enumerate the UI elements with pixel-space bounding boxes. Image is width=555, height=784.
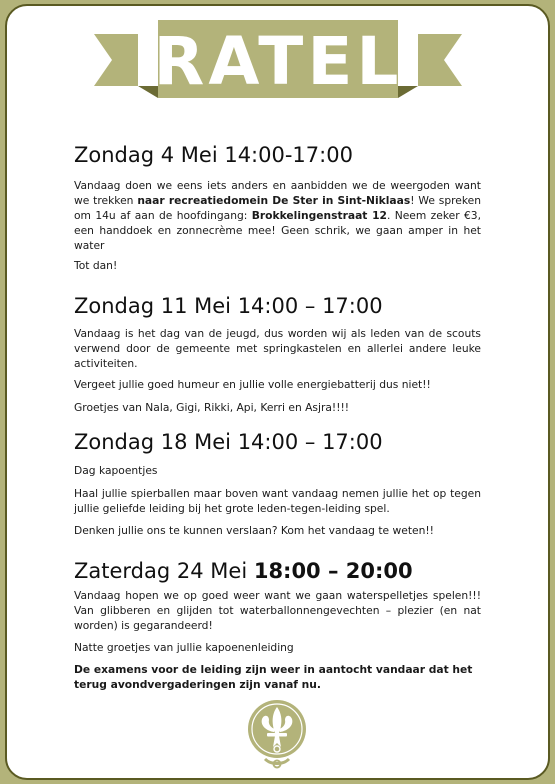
event-4-greeting: Natte groetjes van jullie kapoenenleiding xyxy=(74,641,294,654)
event-2-text: Vandaag is het dag van de jeugd, dus worden wij als leden van de scouts verwend door de gemeente met springkastelen en allerlei andere leuke activiteiten. xyxy=(74,327,481,370)
event-2-greeting: Groetjes van Nala, Gigi, Rikki, Api, Kerri en Asjra!!!! xyxy=(74,401,350,414)
event-4-notice: De examens voor de leiding zijn weer in aantocht vandaar dat het terug avondvergaderingen zijn vanaf nu. xyxy=(74,663,473,691)
event-1-text: Vandaag doen we eens iets anders en aanbidden we de weergoden want we trekken naar recreatiedomein De Ster in Sint-Niklaas! We spreken om 14u af aan de hoofdingang: Brokkelingenstraat 12. Neem zeker €3, een handdoek en zonnecrème mee! Geen schrik, we gaan amper in het water xyxy=(74,179,482,252)
ribbon-left-tail xyxy=(94,34,138,86)
event-3-question: Denken jullie ons te kunnen verslaan? Kom het vandaag te weten!! xyxy=(74,524,434,537)
event-1-heading: Zondag 4 Mei 14:00-17:00 xyxy=(74,143,353,167)
banner-title: RATEL xyxy=(153,23,403,100)
event-3-greeting: Dag kapoentjes xyxy=(74,464,158,477)
event-1-closing: Tot dan! xyxy=(74,259,118,272)
title-banner xyxy=(94,12,462,104)
event-4-text: Vandaag hopen we op goed weer want we gaan waterspelletjes spelen!!! Van glibberen en glijden tot waterballonnengevechten – plezier (en nat worden) is gegarandeerd! xyxy=(74,589,481,632)
fleur-de-lis-icon xyxy=(245,695,309,769)
event-3-text: Haal jullie spierballen maar boven want vandaag nemen jullie het op tegen jullie geliefde leiding bij het grote leden-tegen-leiding spel. xyxy=(74,487,481,515)
ribbon-banner xyxy=(94,12,462,104)
scouts-emblem xyxy=(245,695,309,769)
event-2-reminder: Vergeet jullie goed humeur en jullie volle energiebatterij dus niet!! xyxy=(74,378,431,391)
event-2-heading: Zondag 11 Mei 14:00 – 17:00 xyxy=(74,294,383,318)
event-4-heading: Zaterdag 24 Mei 18:00 – 20:00 xyxy=(74,559,413,583)
ribbon-right-tail xyxy=(418,34,462,86)
event-3-heading: Zondag 18 Mei 14:00 – 17:00 xyxy=(74,430,383,454)
